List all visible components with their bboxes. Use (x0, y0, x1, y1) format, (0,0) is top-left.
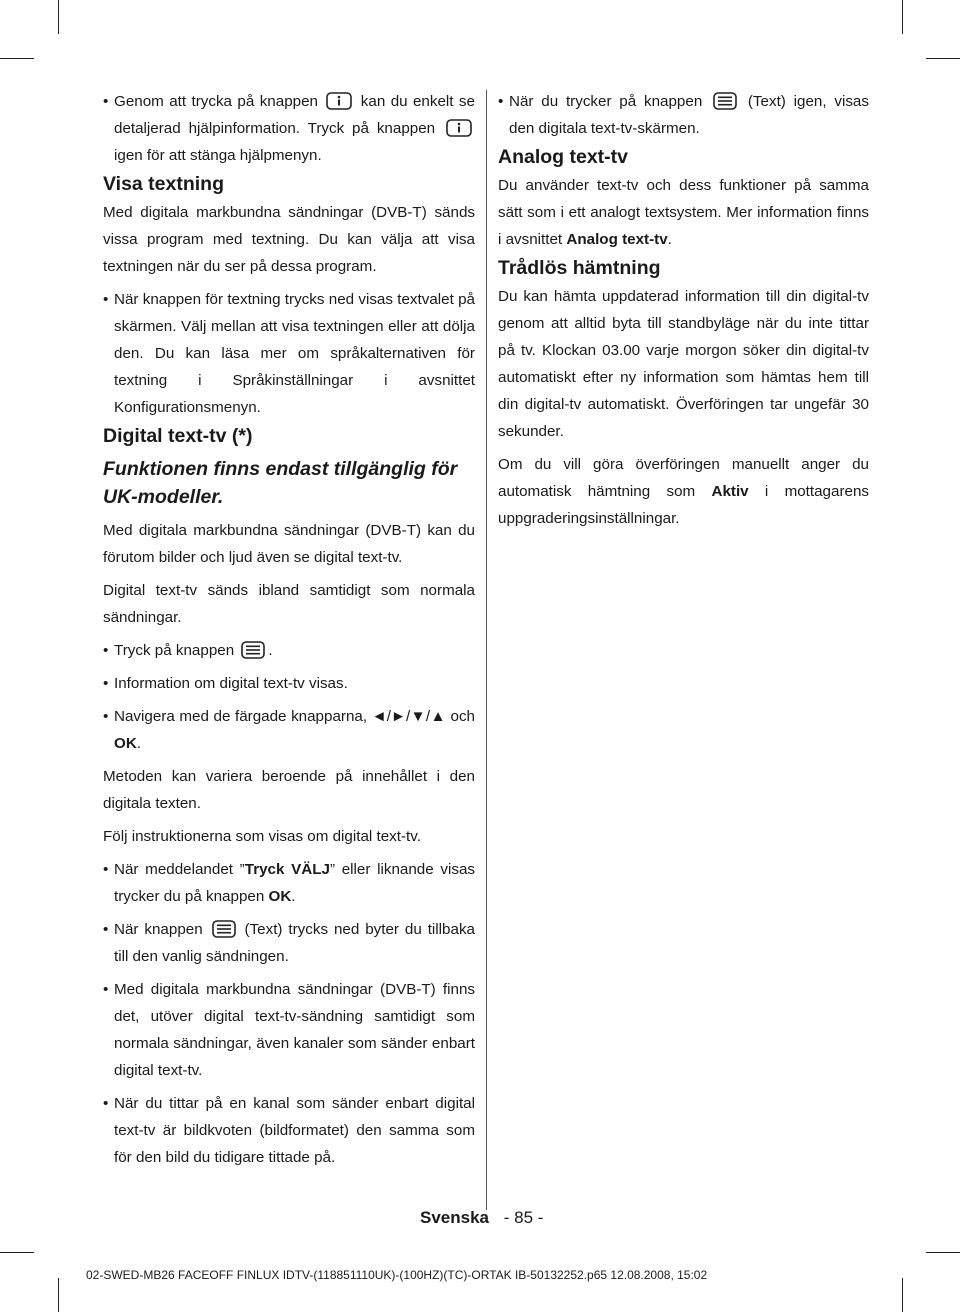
text-run: Du använder text-tv och dess funktioner på samma sätt som i ett analogt textsystem. Mer information finns i avsnittet (498, 177, 869, 248)
text-run: När meddelandet ” (114, 861, 245, 878)
crop-mark (0, 58, 34, 59)
paragraph: Digital text-tv sänds ibland samtidigt som normala sändningar. (103, 582, 475, 626)
crop-mark (0, 1252, 34, 1253)
footer-language: Svenska (420, 1208, 489, 1227)
text-run: Genom att trycka på knappen (114, 93, 318, 110)
crop-mark (926, 58, 960, 59)
text-run: . (136, 735, 142, 752)
text-run: När du trycker på knappen (509, 93, 703, 110)
paragraph: Metoden kan variera beroende på innehållet i den digitala texten. (103, 768, 475, 812)
text-run: kan du enkelt se detaljerad hjälpinformation. Tryck på knappen (114, 93, 475, 137)
text-run: Om du vill göra överföringen manuellt anger du automatisk hämtning som (498, 456, 869, 500)
text-run: Tryck på knappen (114, 642, 235, 659)
ok-key-label: OK (114, 735, 137, 752)
heading-analog-teletext: Analog text-tv (498, 146, 629, 168)
crop-mark (58, 0, 59, 34)
section-reference: Analog text-tv (566, 231, 668, 248)
crop-mark (926, 1252, 960, 1253)
print-file-info: 02-SWED-MB26 FACEOFF FINLUX IDTV-(118851110UK)-(100HZ)(TC)-ORTAK IB-50132252.p65 12.08.2008, 15:02 (86, 1268, 708, 1282)
bullet-navigate (103, 703, 475, 757)
text-run: Navigera med de färgade knapparna, ◄/►/▼/▲ och (114, 708, 475, 725)
heading-subtitles: Visa textning (103, 173, 225, 195)
text-run: . (268, 642, 273, 659)
crop-mark (58, 1278, 59, 1312)
text-run: ” eller liknande visas trycker du på knappen (114, 861, 475, 905)
info-button-icon (326, 92, 352, 110)
select-message-label: Tryck VÄLJ (244, 861, 330, 878)
heading-digital-teletext: Digital text-tv (*) (103, 425, 253, 447)
paragraph: Följ instruktionerna som visas om digital text-tv. (103, 828, 421, 845)
bullet: • Information om digital text-tv visas. (103, 670, 475, 697)
page-number: - 85 - (503, 1208, 544, 1227)
crop-mark (902, 1278, 903, 1312)
paragraph: Med digitala markbundna sändningar (DVB-T) sänds vissa program med textning. Du kan välja att visa textningen när du ser på dessa program. (103, 204, 475, 275)
left-column (103, 88, 475, 1171)
paragraph (498, 172, 869, 253)
text-button-icon (212, 920, 236, 938)
text-button-icon (713, 92, 737, 110)
setting-value: Aktiv (711, 483, 749, 500)
crop-mark (902, 0, 903, 34)
paragraph: Med digitala markbundna sändningar (DVB-T) kan du förutom bilder och ljud även se digital text-tv. (103, 522, 475, 566)
column-divider (486, 90, 487, 1210)
heading-uk-only: Funktionen finns endast tillgänglig för UK-modeller. (103, 458, 458, 508)
text-run: När knappen (114, 921, 203, 938)
info-button-bullet (103, 88, 475, 169)
bullet-press-text (103, 637, 475, 664)
info-button-icon (446, 119, 472, 137)
paragraph (498, 451, 869, 532)
text-run: (Text) trycks ned byter du tillbaka till den vanlig sändningen. (114, 921, 475, 965)
text-button-icon (241, 641, 265, 659)
bullet: • Med digitala markbundna sändningar (DVB-T) finns det, utöver digital text-tv-sändning samtidigt som normala sändningar, även kanaler som sänder enbart digital text-tv. (103, 976, 475, 1084)
right-column (498, 88, 869, 532)
paragraph: Du kan hämta uppdaterad information till din digital-tv genom att alltid byta till standbyläge när du inte tittar på tv. Klockan 03.00 varje morgon söker din digital-tv automatiskt efter ny information som hämtas hem till din digital-tv automatiskt. Överföringen tar ungefär 30 sekunder. (498, 288, 869, 440)
ok-key-label: OK (268, 888, 292, 905)
bullet: • När du tittar på en kanal som sänder enbart digital text-tv är bildkvoten (bildformatet) den samma som för den bild du tidigare tittade på. (103, 1090, 475, 1171)
text-run: (Text) igen, visas den digitala text-tv-skärmen. (509, 93, 869, 137)
bullet-select-message (103, 856, 475, 910)
text-run: igen för att stänga hjälpmenyn. (114, 147, 322, 164)
paragraph-bullet: • När knappen för textning trycks ned visas textvalet på skärmen. Välj mellan att visa textningen eller att dölja den. Du kan läsa mer om språkalternativen för textning i Språkinställningar i avsnittet Konfigurationsmenyn. (103, 286, 475, 421)
text-run: i mottagarens uppgraderingsinställningar. (498, 483, 869, 527)
bullet-text-again (498, 88, 869, 142)
heading-wireless-download: Trådlös hämtning (498, 257, 661, 279)
page-footer (420, 1208, 543, 1228)
bullet-text-back (103, 916, 475, 970)
text-run: . (291, 888, 296, 905)
text-run: . (667, 231, 672, 248)
